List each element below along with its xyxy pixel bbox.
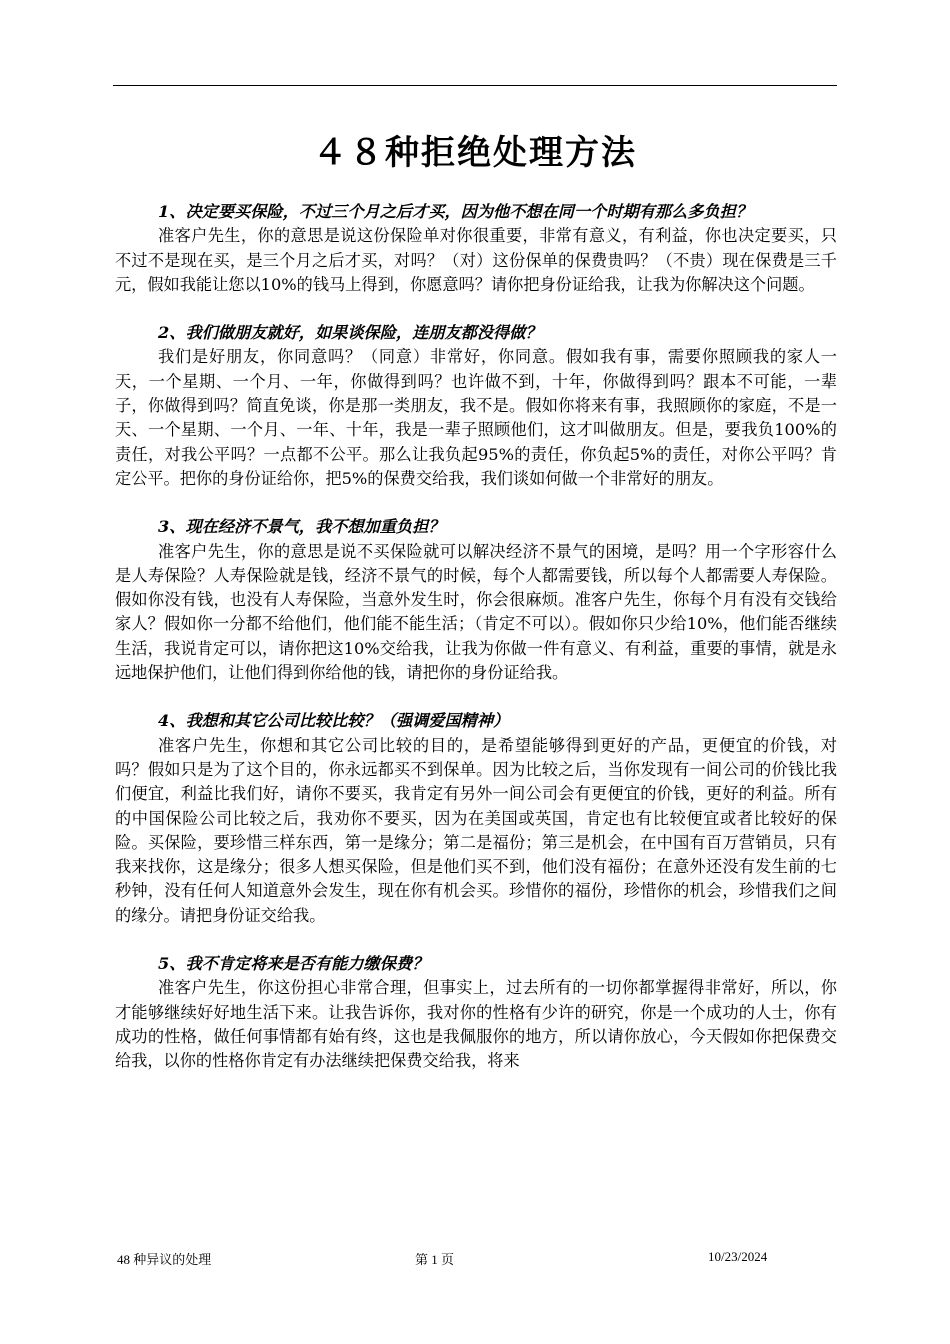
section-paragraph: 准客户先生，你的意思是说不买保险就可以解决经济不景气的困境，是吗？用一个字形容什么是人寿保险？人寿保险就是钱，经济不景气的时候，每个人都需要钱，所以每个人都需要人寿保险。假如你没有钱，也没有人寿保险，当意外发生时，你会很麻烦。准客户先生，你每个月有没有交钱给家人？假如你一分都不给他们，他们能不能生活；（肯定不可以）。假如你只少给10%，他们能否继续生活，我说肯定可以，请你把这10%交给我，让我为你做一件有意义、有利益，重要的事情，就是永远地保护他们，让他们得到你给他的钱，请把你的身份证给我。 xyxy=(115,541,837,683)
document-body xyxy=(115,200,837,1098)
section-heading: 2、我们做朋友就好，如果谈保险，连朋友都没得做？ xyxy=(158,323,542,343)
section-paragraph: 准客户先生，你想和其它公司比较的目的，是希望能够得到更好的产品，更便宜的价钱，对吗？假如只是为了这个目的，你永远都买不到保单。因为比较之后，当你发现有一间公司的价钱比我们便宜，利益比我们好，请你不要买，我肯定有另外一间公司会有更便宜的价钱，更好的利益。所有的中国保险公司比较之后，我劝你不要买，因为在美国或英国，肯定也有比较便宜或者比较好的保险。买保险，要珍惜三样东西，第一是缘分；第二是福份；第三是机会，在中国有百万营销员，只有我来找你，这是缘分；很多人想买保险，但是他们买不到，他们没有福份；在意外还没有发生前的七秒钟，没有任何人知道意外会发生，现在你有机会买。珍惜你的福份，珍惜你的机会，珍惜我们之间的缘分。请把身份证交给我。 xyxy=(115,735,837,925)
section-paragraph: 我们是好朋友，你同意吗？（同意）非常好，你同意。假如我有事，需要你照顾我的家人一天，一个星期、一个月、一年，你做得到吗？也许做不到，十年，你做得到吗？跟本不可能，一辈子，你做得到吗？简直免谈，你是那一类朋友，我不是。假如你将来有事，我照顾你的家庭，不是一天、一个星期、一个月、一年、十年，我是一辈子照顾他们，这才叫做朋友。但是，要我负100%的责任，对我公平吗？一点都不公平。那么让我负起95%的责任，你负起5%的责任，对你公平吗？肯定公平。把你的身份证给你，把5%的保费交给我，我们谈如何做一个非常好的朋友。 xyxy=(115,347,837,488)
section-1 xyxy=(115,200,837,297)
footer-document-name: 48 种异议的处理 xyxy=(117,1252,212,1267)
footer-page-number: 第 1 页 xyxy=(415,1252,455,1267)
section-paragraph: 准客户先生，你这份担心非常合理，但事实上，过去所有的一切你都掌握得非常好，所以，你才能够继续好好地生活下来。让我告诉你，我对你的性格有少许的研究，你是一个成功的人士，你有成功的性格，做任何事情都有始有终，这也是我佩服你的地方，所以请你放心，今天假如你把保费交给我，以你的性格你肯定有办法继续把保费交给我，将来 xyxy=(115,978,837,1071)
page-title: ４８种拒绝处理方法 xyxy=(313,133,637,173)
section-heading: 3、现在经济不景气，我不想加重负担？ xyxy=(158,517,445,537)
section-4 xyxy=(115,709,837,928)
footer-date: 10/23/2024 xyxy=(708,1249,768,1264)
section-heading: 4、我想和其它公司比较比较？（强调爱国精神） xyxy=(158,711,510,731)
section-paragraph: 准客户先生，你的意思是说这份保险单对你很重要，非常有意义，有利益，你也决定要买，只不过不是现在买，是三个月之后才买，对吗？（对）这份保单的保费贵吗？（不贵）现在保费是三千元，假如我能让您以10%的钱马上得到，你愿意吗？请你把身份证给我，让我为你解决这个问题。 xyxy=(115,226,837,294)
section-5 xyxy=(115,952,837,1073)
section-heading: 5、我不肯定将来是否有能力缴保费？ xyxy=(158,954,429,974)
header-rule xyxy=(113,85,837,86)
section-3 xyxy=(115,515,837,685)
section-heading: 1、决定要买保险，不过三个月之后才买，因为他不想在同一个时期有那么多负担？ xyxy=(158,202,753,221)
section-2 xyxy=(115,321,837,491)
